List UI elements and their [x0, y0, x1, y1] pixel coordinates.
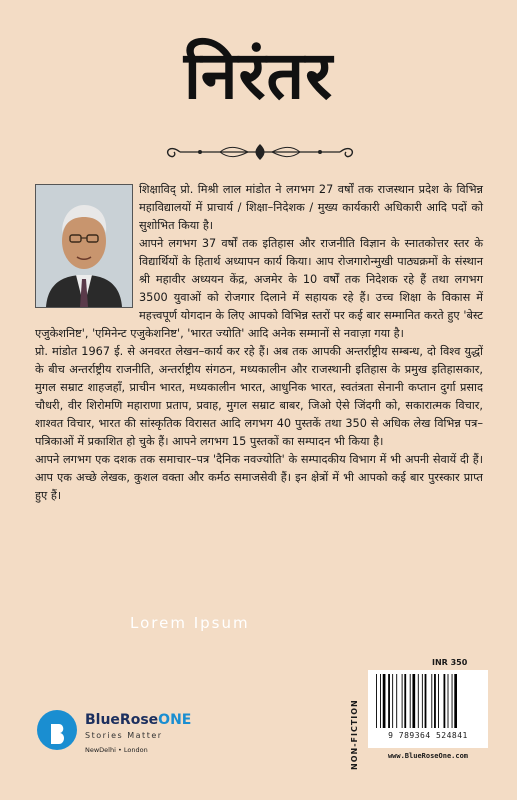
barcode-bar [418, 674, 419, 728]
barcode-bar [392, 674, 393, 728]
bluerose-logo-icon [37, 710, 77, 750]
barcode-bar [452, 674, 453, 728]
barcode-bar [438, 674, 439, 728]
publisher-website: www.BlueRoseOne.com [387, 752, 469, 760]
book-title: निरंतर [183, 37, 334, 114]
bio-paragraph: शिक्षाविद् प्रो. मिश्री लाल मांडोत ने लगभग 27 वर्षों तक राजस्थान प्रदेश के विभिन्न महाविद्यालयों में प्राचार्य / शिक्षा–निदेशक / मुख्य कार्यकारी अधिकारी आदि पदों को सुशोभित किया है। [139, 183, 483, 232]
barcode-bar [383, 674, 386, 728]
barcode-bar [396, 674, 397, 728]
barcode-icon [376, 674, 480, 728]
bio-paragraph: आपने लगभग 37 वर्षों तक इतिहास और राजनीति विज्ञान के स्नातकोत्तर स्तर के विद्यार्थियों के हितार्थ अध्यापन कार्य किया। आप रोजगारोन्मुखी पाठ्यक्रमों के संस्थान श्री महावीर अध्ययन केंद्र, अजमेर के 10 वर्षों तक निदेशक रहे हैं तथा लगभग 3500 युवाओं को रोजगार दिलाने में सहायक रहे हैं। उच्च शिक्षा के विकास में महत्त्वपूर्ण योगदान के लिए आपको विभिन्न स्तरों पर कई बार सम्मानित करते हुए 'बेस्ट एजुकेशनिष्ट', 'एमिनेन्ट एजुकेशनिष्ट', 'भारत ज्योति' आदि अनेक सम्मानों से नवाज़ा गया है। [35, 237, 483, 340]
bio-paragraph: प्रो. मांडोत 1967 ई. से अनवरत लेखन–कार्य कर रहे हैं। अब तक आपकी अन्तर्राष्ट्रीय सम्बन्ध, दो विश्व युद्धों के बीच अन्तर्राष्ट्रीय राजनीति, अन्तर्राष्ट्रीय संगठन, मध्यकालीन और राजस्थानी इतिहास के प्रमुख इतिहासकार, मुगल सम्राट शाहजहाँ, प्राचीन भारत, मध्यकालीन भारत, आधुनिक भारत, स्वतंत्रता सेनानी कप्तान दुर्गा प्रसाद चौधरी, वीर शिरोमणि महाराणा प्रताप, प्रवाह, मुगल सम्राट बाबर, जिओ ऐसे जिंदगी को, सकारात्मक विचार, शाश्वत विचार, भारत की सांस्कृतिक विरासत आदि लगभग 40 पुस्तकें तथा 350 से अधिक लेख विभिन्न पत्र–पत्रिकाओं में प्रकाशित हो चुके हैं। आपने लगभग 15 पुस्तकों का सम्पादन भी किया है। [35, 345, 483, 448]
category-label: NON-FICTION [350, 699, 359, 770]
barcode-bar [402, 674, 403, 728]
placeholder-text: Lorem Ipsum [130, 614, 250, 632]
logo-b-icon [49, 722, 67, 746]
barcode-bar [376, 674, 377, 728]
publisher-tagline: Stories Matter [85, 731, 163, 740]
isbn-number: 9 789364 524841 [388, 731, 468, 740]
barcode-bar [444, 674, 446, 728]
publisher-cities: NewDelhi • London [85, 746, 148, 754]
barcode-bar [388, 674, 390, 728]
barcode-bar [448, 674, 449, 728]
barcode-bar [412, 674, 415, 728]
barcode-bar [431, 674, 432, 728]
price-label: INR 350 [432, 658, 468, 667]
barcode-bar [410, 674, 411, 728]
barcode-bar [434, 674, 436, 728]
barcode-bar [422, 674, 423, 728]
ornament-divider-icon [160, 140, 360, 164]
barcode-bar [380, 674, 381, 728]
author-bio [35, 181, 483, 505]
publisher-logo [37, 706, 207, 766]
publisher-name: BlueRoseONE [85, 712, 192, 728]
barcode-bar [425, 674, 427, 728]
barcode-bar [404, 674, 406, 728]
barcode [368, 670, 488, 748]
barcode-bar [454, 674, 457, 728]
bio-paragraph: आपने लगभग एक दशक तक समाचार–पत्र 'दैनिक नवज्योति' के सम्पादकीय विभाग में भी अपनी सेवायें दी हैं। आप एक अच्छे लेखक, कुशल वक्ता और कर्मठ समाजसेवी हैं। इन क्षेत्रों में भी आपको कई बार पुरस्कार प्राप्त हुए हैं। [35, 453, 483, 502]
